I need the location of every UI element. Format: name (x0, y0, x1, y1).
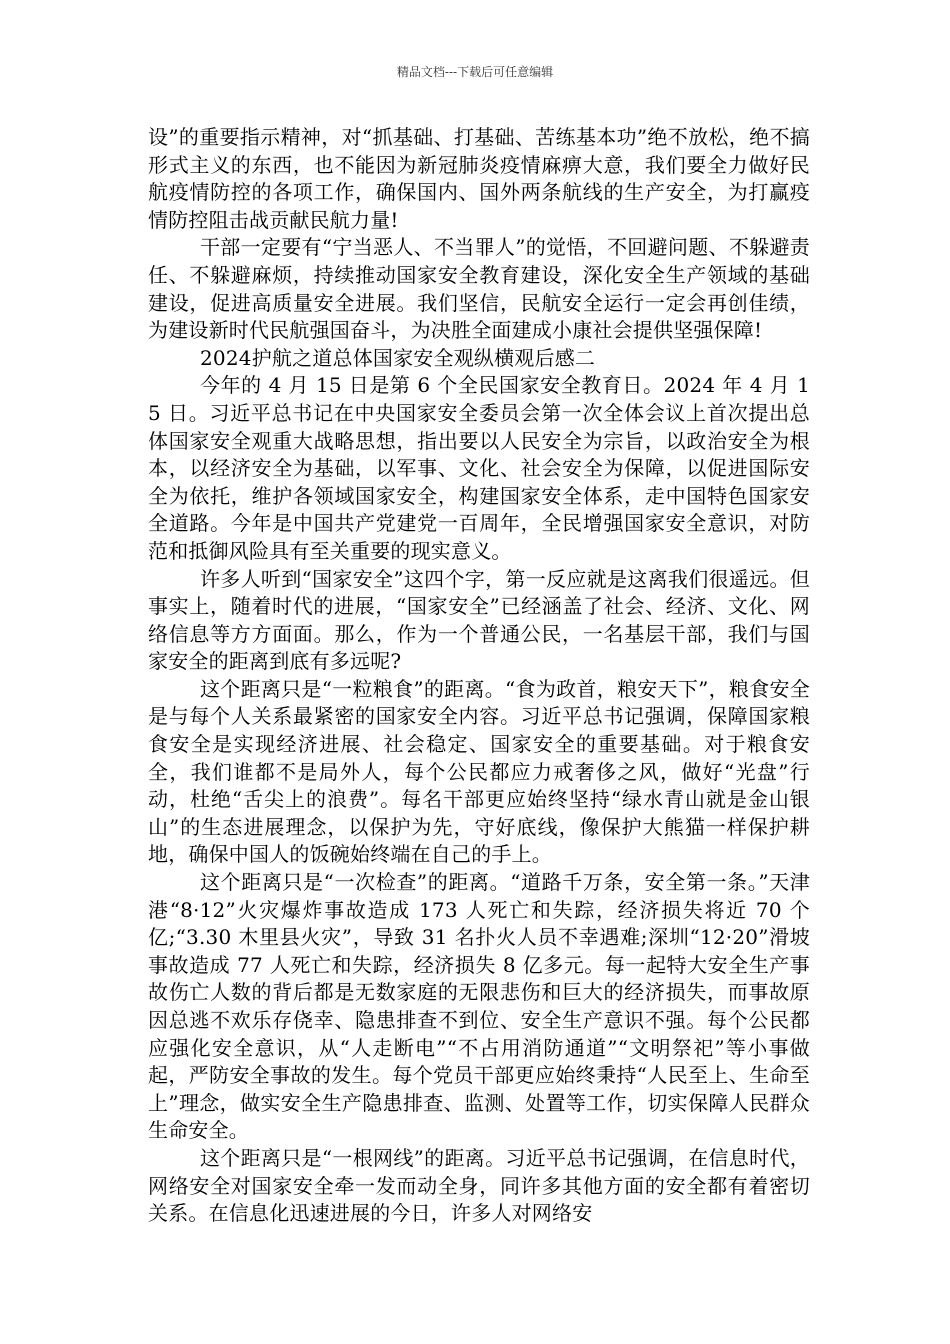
paragraph-network: 这个距离只是“一根网线”的距离。习近平总书记强调，在信息时代，网络安全对国家安全牵一发而动全身，同许多其他方面的安全都有着密切关系。在信息化迅速进展的今日，许多人对网络安 (148, 1145, 810, 1226)
document-body (148, 124, 810, 1228)
paragraph-inspection: 这个距离只是“一次检查”的距离。“道路千万条，安全第一条。”天津港“8·12”火灾爆炸事故造成 173 人死亡和失踪，经济损失将近 70 个亿;“3.30 木里县火灾”，导致 31 名扑火人员不幸遇难;深圳“12·20”滑坡事故造成 77 人死亡和失踪，经济损失 8 亿多元。每一起特大安全生产事故伤亡人数的背后都是无数家庭的无限悲伤和巨大的经济损失，而事故原因总逃不欢乐存侥幸、隐患排查不到位、安全生产意识不强。每个公民都应强化安全意识，从“人走断电”“不占用消防通道”“文明祭祀”等小事做起，严防安全事故的发生。每个党员干部更应始终秉持“人民至上、生命至上”理念，做实安全生产隐患排查、监测、处置等工作，切实保障人民群众生命安全。 (148, 870, 810, 1143)
paragraph-cadre-awareness: 干部一定要有“宁当恶人、不当罪人”的觉悟，不回避问题、不躲避责任、不躲避麻烦，持续推动国家安全教育建设，深化安全生产领域的基础建设，促进高质量安全进展。我们坚信，民航安全运行一定会再创佳绩，为建设新时代民航强国奋斗，为决胜全面建成小康社会提供坚强保障! (148, 235, 810, 343)
paragraph-continuation: 设”的重要指示精神，对“抓基础、打基础、苦练基本功”绝不放松，绝不搞形式主义的东西，也不能因为新冠肺炎疫情麻痹大意，我们要全力做好民航疫情防控的各项工作，确保国内、国外两条航线的生产安全，为打赢疫情防控阻击战贡献民航力量! (148, 125, 810, 232)
section-title: 2024护航之道总体国家安全观纵横观后感二 (200, 345, 596, 370)
page-header: 精品文档---下载后可任意编辑 (396, 65, 554, 79)
paragraph-education-day: 今年的 4 月 15 日是第 6 个全民国家安全教育日。2024 年 4 月 15 日。习近平总书记在中央国家安全委员会第一次全体会议上首次提出总体国家安全观重大战略思想，指出要以人民安全为宗旨，以政治安全为根本，以经济安全为基础，以军事、文化、社会安全为保障，以促进国际安全为依托，维护各领域国家安全，构建国家安全体系，走中国特色国家安全道路。今年是中国共产党建党一百周年，全民增强国家安全意识，对防范和抵御风险具有至关重要的现实意义。 (148, 373, 810, 563)
paragraph-grain: 这个距离只是“一粒粮食”的距离。“食为政首，粮安天下”，粮食安全是与每个人关系最紧密的国家安全内容。习近平总书记强调，保障国家粮食安全是实现经济进展、社会稳定、国家安全的重要基础。对于粮食安全，我们谁都不是局外人，每个公民都应力戒奢侈之风，做好“光盘”行动，杜绝“舌尖上的浪费”。每名干部更应始终坚持“绿水青山就是金山银山”的生态进展理念，以保护为先，守好底线，像保护大熊猫一样保护耕地，确保中国人的饭碗始终端在自己的手上。 (148, 676, 810, 867)
paragraph-distance-question: 许多人听到“国家安全”这四个字，第一反应就是这离我们很遥远。但事实上，随着时代的进展，“国家安全”已经涵盖了社会、经济、文化、网络信息等方方面面。那么，作为一个普通公民，一名基层干部，我们与国家安全的距离到底有多远呢? (148, 566, 810, 674)
